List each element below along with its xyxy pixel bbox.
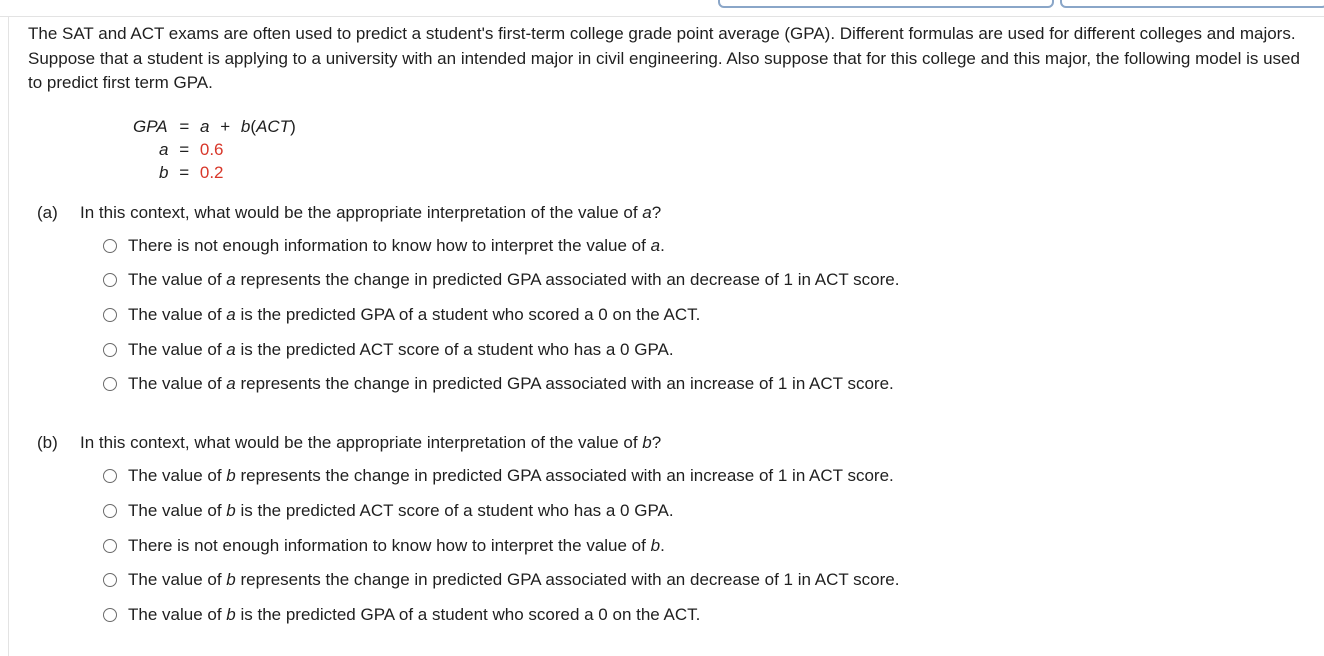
part-b-label: (b) xyxy=(37,433,58,452)
part-a-label: (a) xyxy=(37,203,58,222)
model-a-symbol: a xyxy=(200,117,210,136)
option-label: The value of a represents the change in predicted GPA associated with an increase of 1 in ACT score. xyxy=(128,374,894,393)
option-b-3[interactable] xyxy=(103,536,665,556)
radio-circle-icon[interactable] xyxy=(103,608,117,622)
a-value: 0.6 xyxy=(199,140,224,159)
b-value: 0.2 xyxy=(199,163,224,182)
radio-circle-icon[interactable] xyxy=(103,377,117,391)
option-label: The value of b is the predicted ACT score of a student who has a 0 GPA. xyxy=(128,501,674,520)
radio-circle-icon[interactable] xyxy=(103,308,117,322)
question-b xyxy=(37,433,661,453)
option-a-1[interactable] xyxy=(103,236,665,256)
radio-circle-icon[interactable] xyxy=(103,343,117,357)
option-a-5[interactable] xyxy=(103,374,894,394)
model-a-row: a = 0.6 xyxy=(159,140,224,159)
option-label: The value of a is the predicted ACT score of a student who has a 0 GPA. xyxy=(128,340,674,359)
option-b-5[interactable] xyxy=(103,605,700,625)
option-a-2[interactable] xyxy=(103,270,899,290)
option-label: The value of b represents the change in predicted GPA associated with an increase of 1 in ACT score. xyxy=(128,466,894,485)
option-label: There is not enough information to know how to interpret the value of a. xyxy=(128,236,665,255)
model-b-symbol: b xyxy=(240,117,251,136)
question-a xyxy=(37,203,661,223)
model-plus: + xyxy=(220,117,231,136)
radio-circle-icon[interactable] xyxy=(103,539,117,553)
option-label: The value of b represents the change in predicted GPA associated with an decrease of 1 in ACT score. xyxy=(128,570,900,589)
radio-circle-icon[interactable] xyxy=(103,273,117,287)
option-b-2[interactable] xyxy=(103,501,674,521)
question-a-text: In this context, what would be the appropriate interpretation of the value of a? xyxy=(80,203,662,222)
option-label: The value of a is the predicted GPA of a student who scored a 0 on the ACT. xyxy=(128,305,701,324)
radio-circle-icon[interactable] xyxy=(103,504,117,518)
panel-top-border xyxy=(0,16,1324,17)
radio-circle-icon[interactable] xyxy=(103,469,117,483)
option-a-3[interactable] xyxy=(103,305,700,325)
top-tab-left[interactable] xyxy=(718,0,1054,8)
radio-circle-icon[interactable] xyxy=(103,573,117,587)
option-b-1[interactable] xyxy=(103,466,894,486)
option-label: The value of a represents the change in predicted GPA associated with an decrease of 1 in ACT score. xyxy=(128,270,900,289)
model-gpa-symbol: GPA xyxy=(133,117,168,136)
option-a-4[interactable] xyxy=(103,340,674,360)
model-formula: GPA = a + b(ACT) xyxy=(133,117,296,136)
problem-intro: The SAT and ACT exams are often used to predict a student's first-term college grade point average (GPA). Different formulas are used for different colleges and majors. Suppose that a student is applying to a university with an intended major in civil engineering. Also suppose that for this college and this major, the following model is used to predict first term GPA. xyxy=(28,24,1300,92)
radio-circle-icon[interactable] xyxy=(103,239,117,253)
model-b-row: b = 0.2 xyxy=(159,163,224,182)
option-label: The value of b is the predicted GPA of a student who scored a 0 on the ACT. xyxy=(128,605,701,624)
option-b-4[interactable] xyxy=(103,570,899,590)
panel-left-border xyxy=(8,17,9,656)
model-equals: = xyxy=(179,117,190,136)
option-label: There is not enough information to know how to interpret the value of b. xyxy=(128,536,665,555)
question-b-text: In this context, what would be the appropriate interpretation of the value of b? xyxy=(80,433,662,452)
top-tab-right[interactable] xyxy=(1060,0,1324,8)
model-equation xyxy=(133,115,296,184)
model-act-symbol: ACT xyxy=(256,117,291,136)
